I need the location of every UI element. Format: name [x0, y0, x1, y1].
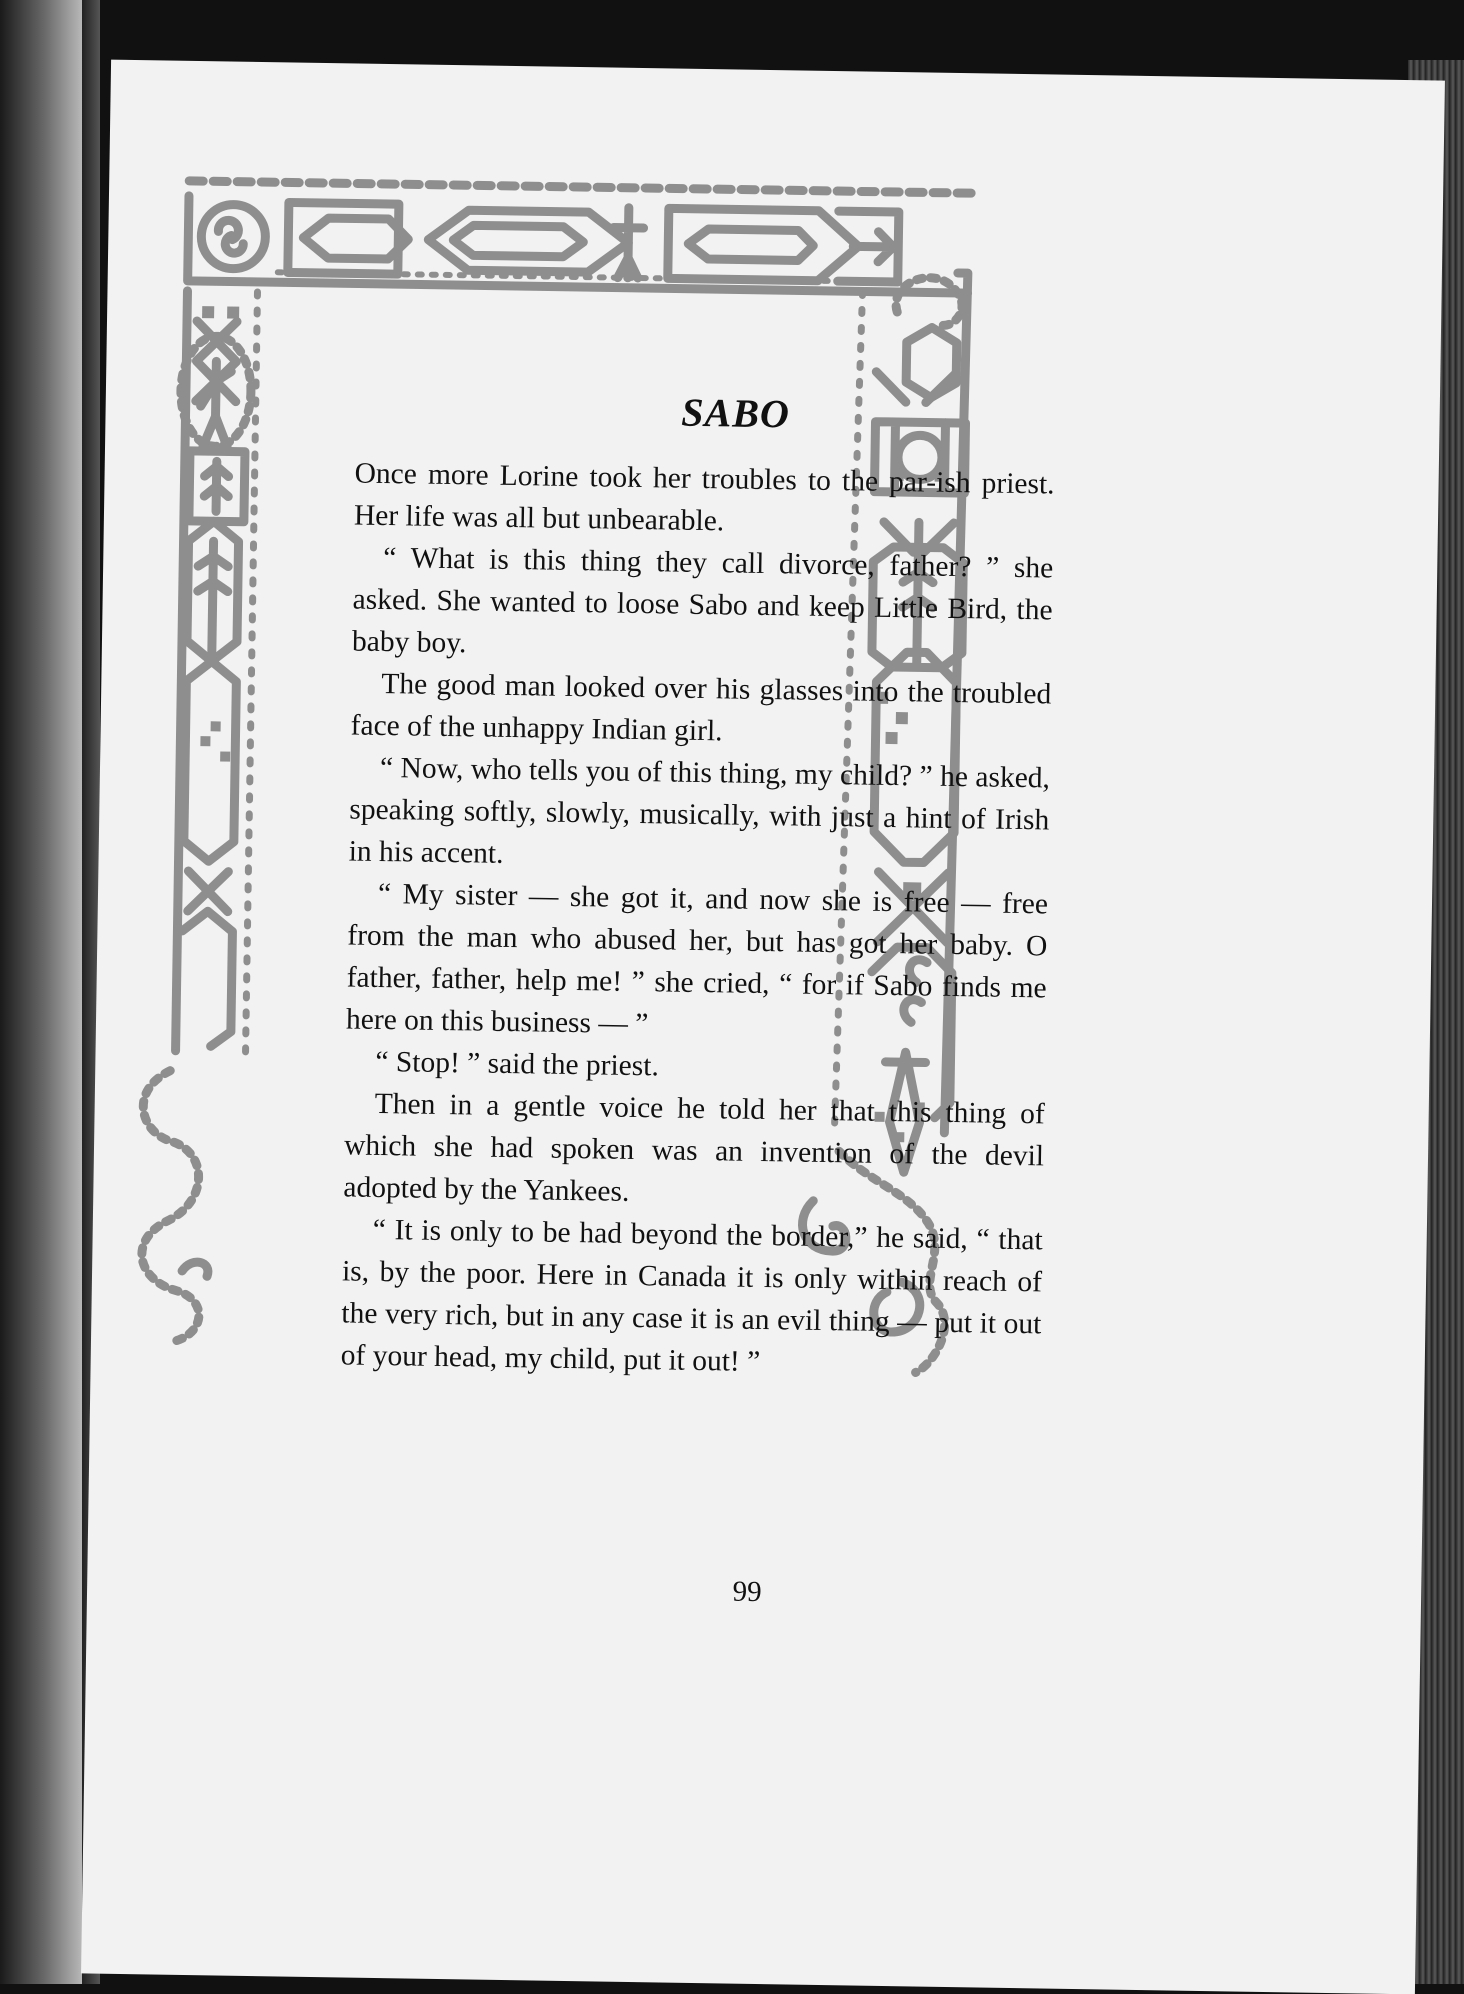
paragraph: “ It is only to be had beyond the border,” he said, “ that is, by the poor. Here in Canada it is only within reach of the very rich, but in any case it is an evil thing — put it out of your head, my child, put it out! ” [340, 1213, 1043, 1378]
paragraph: “ My sister — she got it, and now she is free — free from the man who abused her, but has got her baby. O father, father, help me! ” she cried, “ for if Sabo finds me here on this business — ” [345, 877, 1049, 1041]
chapter-title: SABO [681, 389, 791, 437]
paragraph: “ Now, who tells you of this thing, my child? ” he asked, speaking softly, slowly, musically, with just a hint of Irish in his accent. [348, 751, 1051, 870]
page-text-block [340, 384, 1056, 1609]
paragraph: The good man looked over his glasses into the troubled face of the unhappy Indian girl. [350, 667, 1052, 748]
left-page-edge [0, 0, 82, 1984]
paragraph: Then in a gentle voice he told her that this thing of which she had spoken was an invention of the devil adopted by the Yankees. [343, 1087, 1045, 1208]
page-number: 99 [732, 1575, 762, 1609]
paragraph: “ What is this thing they call divorce, father? ” she asked. She wanted to loose Sabo and keep Little Bird, the baby boy. [351, 541, 1054, 660]
book-page [81, 60, 1445, 1994]
paragraph: “ Stop! ” said the priest. [375, 1045, 660, 1083]
paragraph: Once more Lorine took her troubles to the par-ish priest. Her life was all but unbearable. [353, 457, 1055, 538]
